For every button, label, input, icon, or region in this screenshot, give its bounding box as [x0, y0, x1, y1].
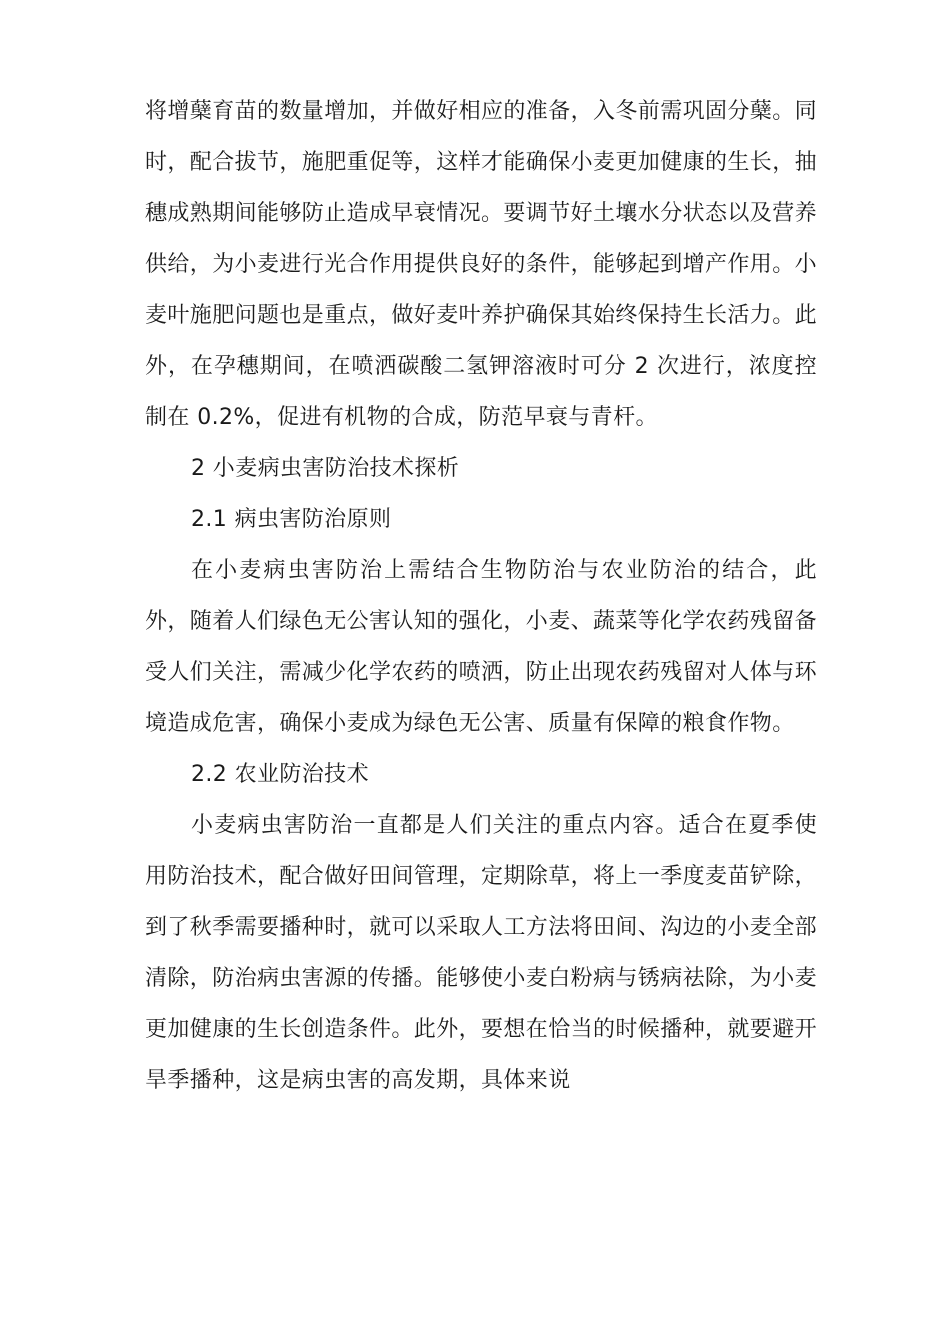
heading-section-2-2: 2.2 农业防治技术: [191, 762, 369, 787]
heading-section-2: 2 小麦病虫害防治技术探析: [191, 456, 460, 481]
paragraph-control-principles: 在小麦病虫害防治上需结合生物防治与农业防治的结合，此外，随着人们绿色无公害认知的强化，小麦、蔬菜等化学农药残留备受人们关注，需减少化学农药的喷洒，防止出现农药残留对人体与环境造成危害，确保小麦成为绿色无公害、质量有保障的粮食作物。: [145, 558, 818, 736]
paragraph-fertilization-continuation: 将增蘖育苗的数量增加，并做好相应的准备，入冬前需巩固分蘖。同时，配合拔节，施肥重促等，这样才能确保小麦更加健康的生长，抽穗成熟期间能够防止造成早衰情况。要调节好土壤水分状态以及营养供给，为小麦进行光合作用提供良好的条件，能够起到增产作用。小麦叶施肥问题也是重点，做好麦叶养护确保其始终保持生长活力。此外，在孕穗期间，在喷洒碳酸二氢钾溶液时可分 2 次进行，浓度控制在 0.2%，促进有机物的合成，防范早衰与青杆。: [145, 99, 818, 430]
paragraph-agricultural-control: 小麦病虫害防治一直都是人们关注的重点内容。适合在夏季使用防治技术，配合做好田间管理，定期除草，将上一季度麦苗铲除，到了秋季需要播种时，就可以采取人工方法将田间、沟边的小麦全部清除，防治病虫害源的传播。能够使小麦白粉病与锈病祛除，为小麦更加健康的生长创造条件。此外，要想在恰当的时候播种，就要避开旱季播种，这是病虫害的高发期，具体来说: [145, 813, 818, 1093]
heading-section-2-1: 2.1 病虫害防治原则: [191, 507, 392, 532]
document-body: [145, 86, 817, 1106]
